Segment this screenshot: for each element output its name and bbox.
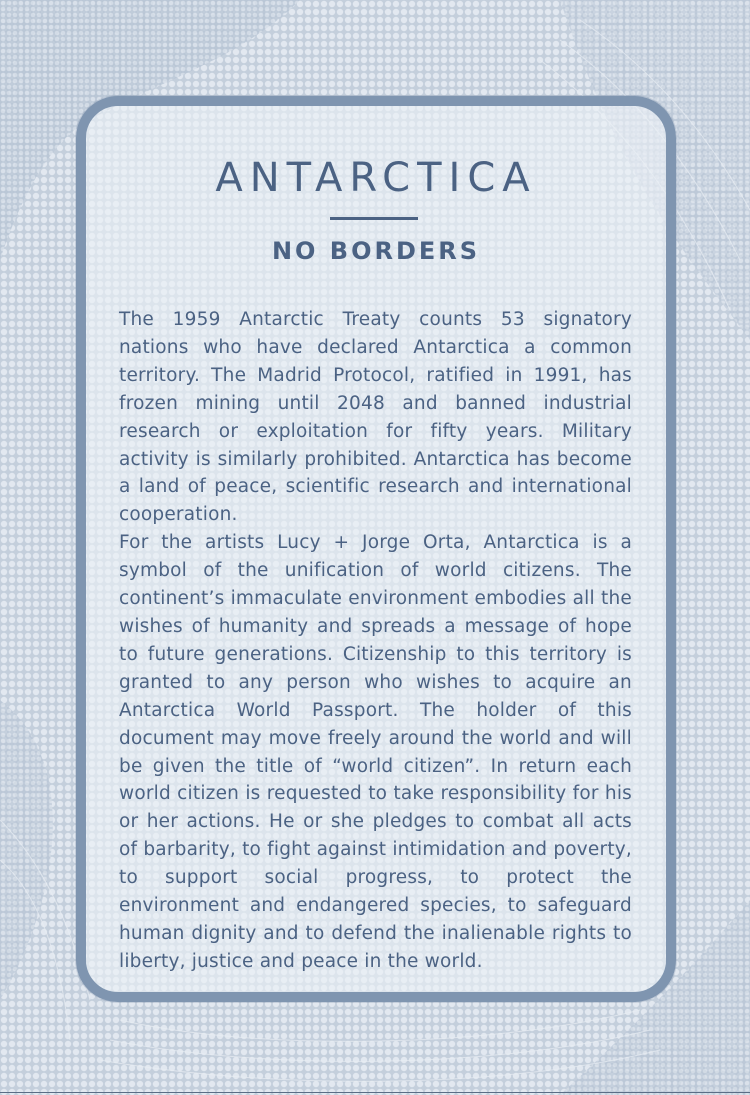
paragraph-treaty: The 1959 Antarctic Treaty counts 53 signatory nations who have declared Antarctica a common territory. The Madrid Protocol, ratified in 1991, has frozen mining until 2048 and banned industrial research or exploitation for fifty years. Military activity is similarly prohibited. Antarctica has become a land of peace, scientific research and international cooperation. xyxy=(119,309,632,526)
title-divider xyxy=(330,217,418,220)
bottom-border-line xyxy=(0,1092,750,1093)
text-panel xyxy=(76,96,676,1002)
body-text xyxy=(119,306,632,976)
paragraph-citizenship: For the artists Lucy + Jorge Orta, Antarctica is a symbol of the unification of world citizens. The continent’s immaculate environment embodies all the wishes of humanity and spreads a message of hope to future generations. Citizenship to this territory is granted to any person who wishes to acquire an Antarctica World Passport. The holder of this document may move freely around the world and will be given the title of “world citizen”. In return each world citizen is requested to take responsibility for his or her actions. He or she pledges to combat all acts of barbarity, to fight against intimidation and poverty, to support social progress, to protect the environment and endangered species, to safeguard human dignity and to defend the inalienable rights to liberty, justice and peace in the world. xyxy=(119,532,632,972)
page-title: ANTARCTICA xyxy=(215,155,537,201)
page-subtitle: NO BORDERS xyxy=(271,237,481,265)
